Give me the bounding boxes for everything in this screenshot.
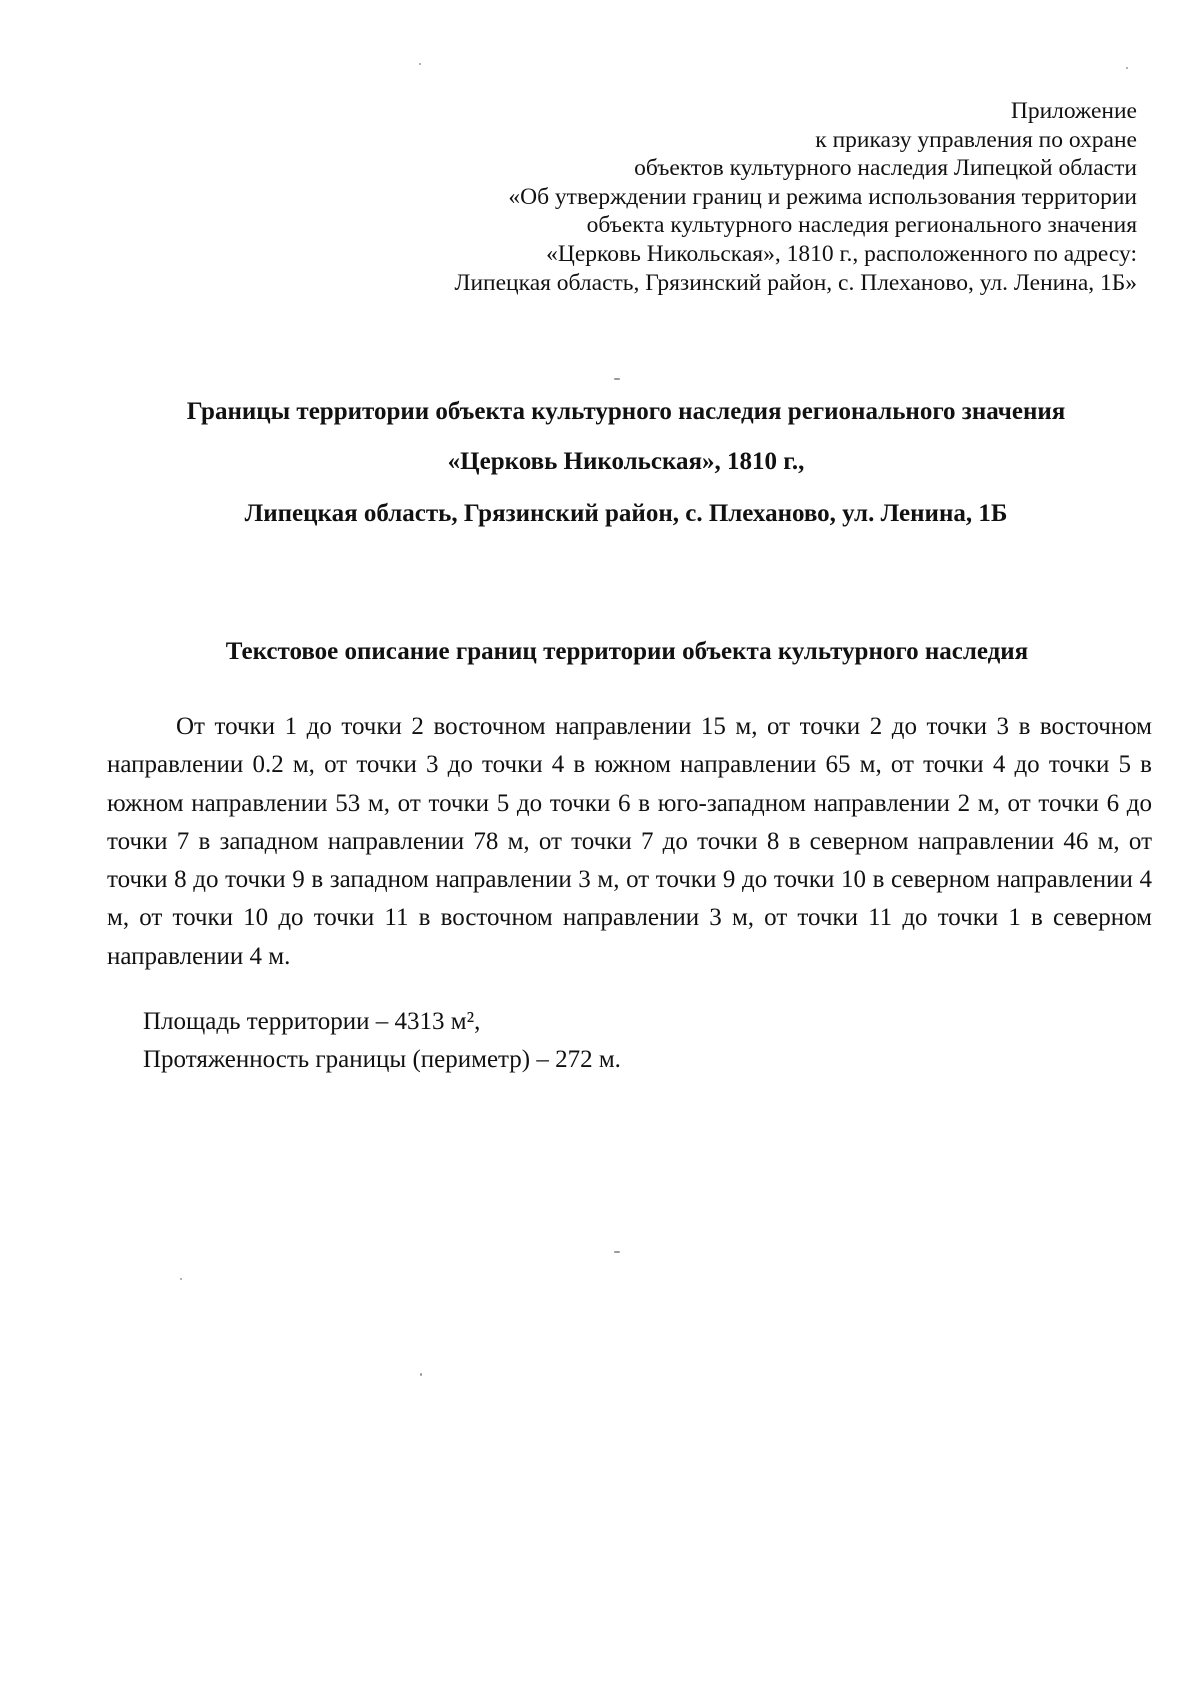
appendix-header-line: объектов культурного наследия Липецкой области (634, 155, 1137, 182)
document-title-line-2: «Церковь Никольская», 1810 г., (447, 448, 805, 475)
appendix-header (455, 97, 1137, 297)
scan-speck (614, 1251, 620, 1253)
document-title-line-1: Границы территории объекта культурного наследия регионального значения (186, 398, 1066, 425)
scan-speck (420, 1373, 422, 1376)
scan-speck (180, 1278, 182, 1280)
appendix-header-line: объекта культурного наследия регионального значения (586, 212, 1137, 239)
boundary-description: От точки 1 до точки 2 восточном направлении 15 м, от точки 2 до точки 3 в восточном направлении 0.2 м, от точки 3 до точки 4 в южном направлении 65 м, от точки 4 до точки 5 в южном направлении 53 м, от точки 5 до точки 6 в юго-западном направлении 2 м, от точки 6 до точки 7 в западном направлении 78 м, от точки 7 до точки 8 в северном направлении 46 м, от точки 8 до точки 9 в западном направлении 3 м, от точки 9 до точки 10 в северном направлении 4 м, от точки 10 до точки 11 в восточном направлении 3 м, от точки 11 до точки 1 в северном направлении 4 м. (107, 713, 1152, 970)
document-title-line-3: Липецкая область, Грязинский район, с. Плеханово, ул. Ленина, 1Б (244, 500, 1008, 527)
appendix-header-line: «Церковь Никольская», 1810 г., расположенного по адресу: (546, 240, 1137, 267)
scan-speck (419, 63, 421, 65)
appendix-header-line: Липецкая область, Грязинский район, с. Плеханово, ул. Ленина, 1Б» (454, 269, 1137, 296)
scan-speck (1126, 67, 1128, 69)
appendix-header-line: «Об утверждении границ и режима использования территории (508, 183, 1137, 210)
appendix-header-line: Приложение (1010, 98, 1137, 124)
boundary-perimeter: Протяженность границы (периметр) – 272 м. (143, 1046, 621, 1073)
territory-area: Площадь территории – 4313 м², (143, 1008, 481, 1035)
territory-metrics (143, 1003, 621, 1079)
appendix-header-line: к приказу управления по охране (815, 126, 1137, 153)
section-heading: Текстовое описание границ территории объекта культурного наследия (225, 638, 1029, 665)
scan-speck (614, 378, 620, 380)
